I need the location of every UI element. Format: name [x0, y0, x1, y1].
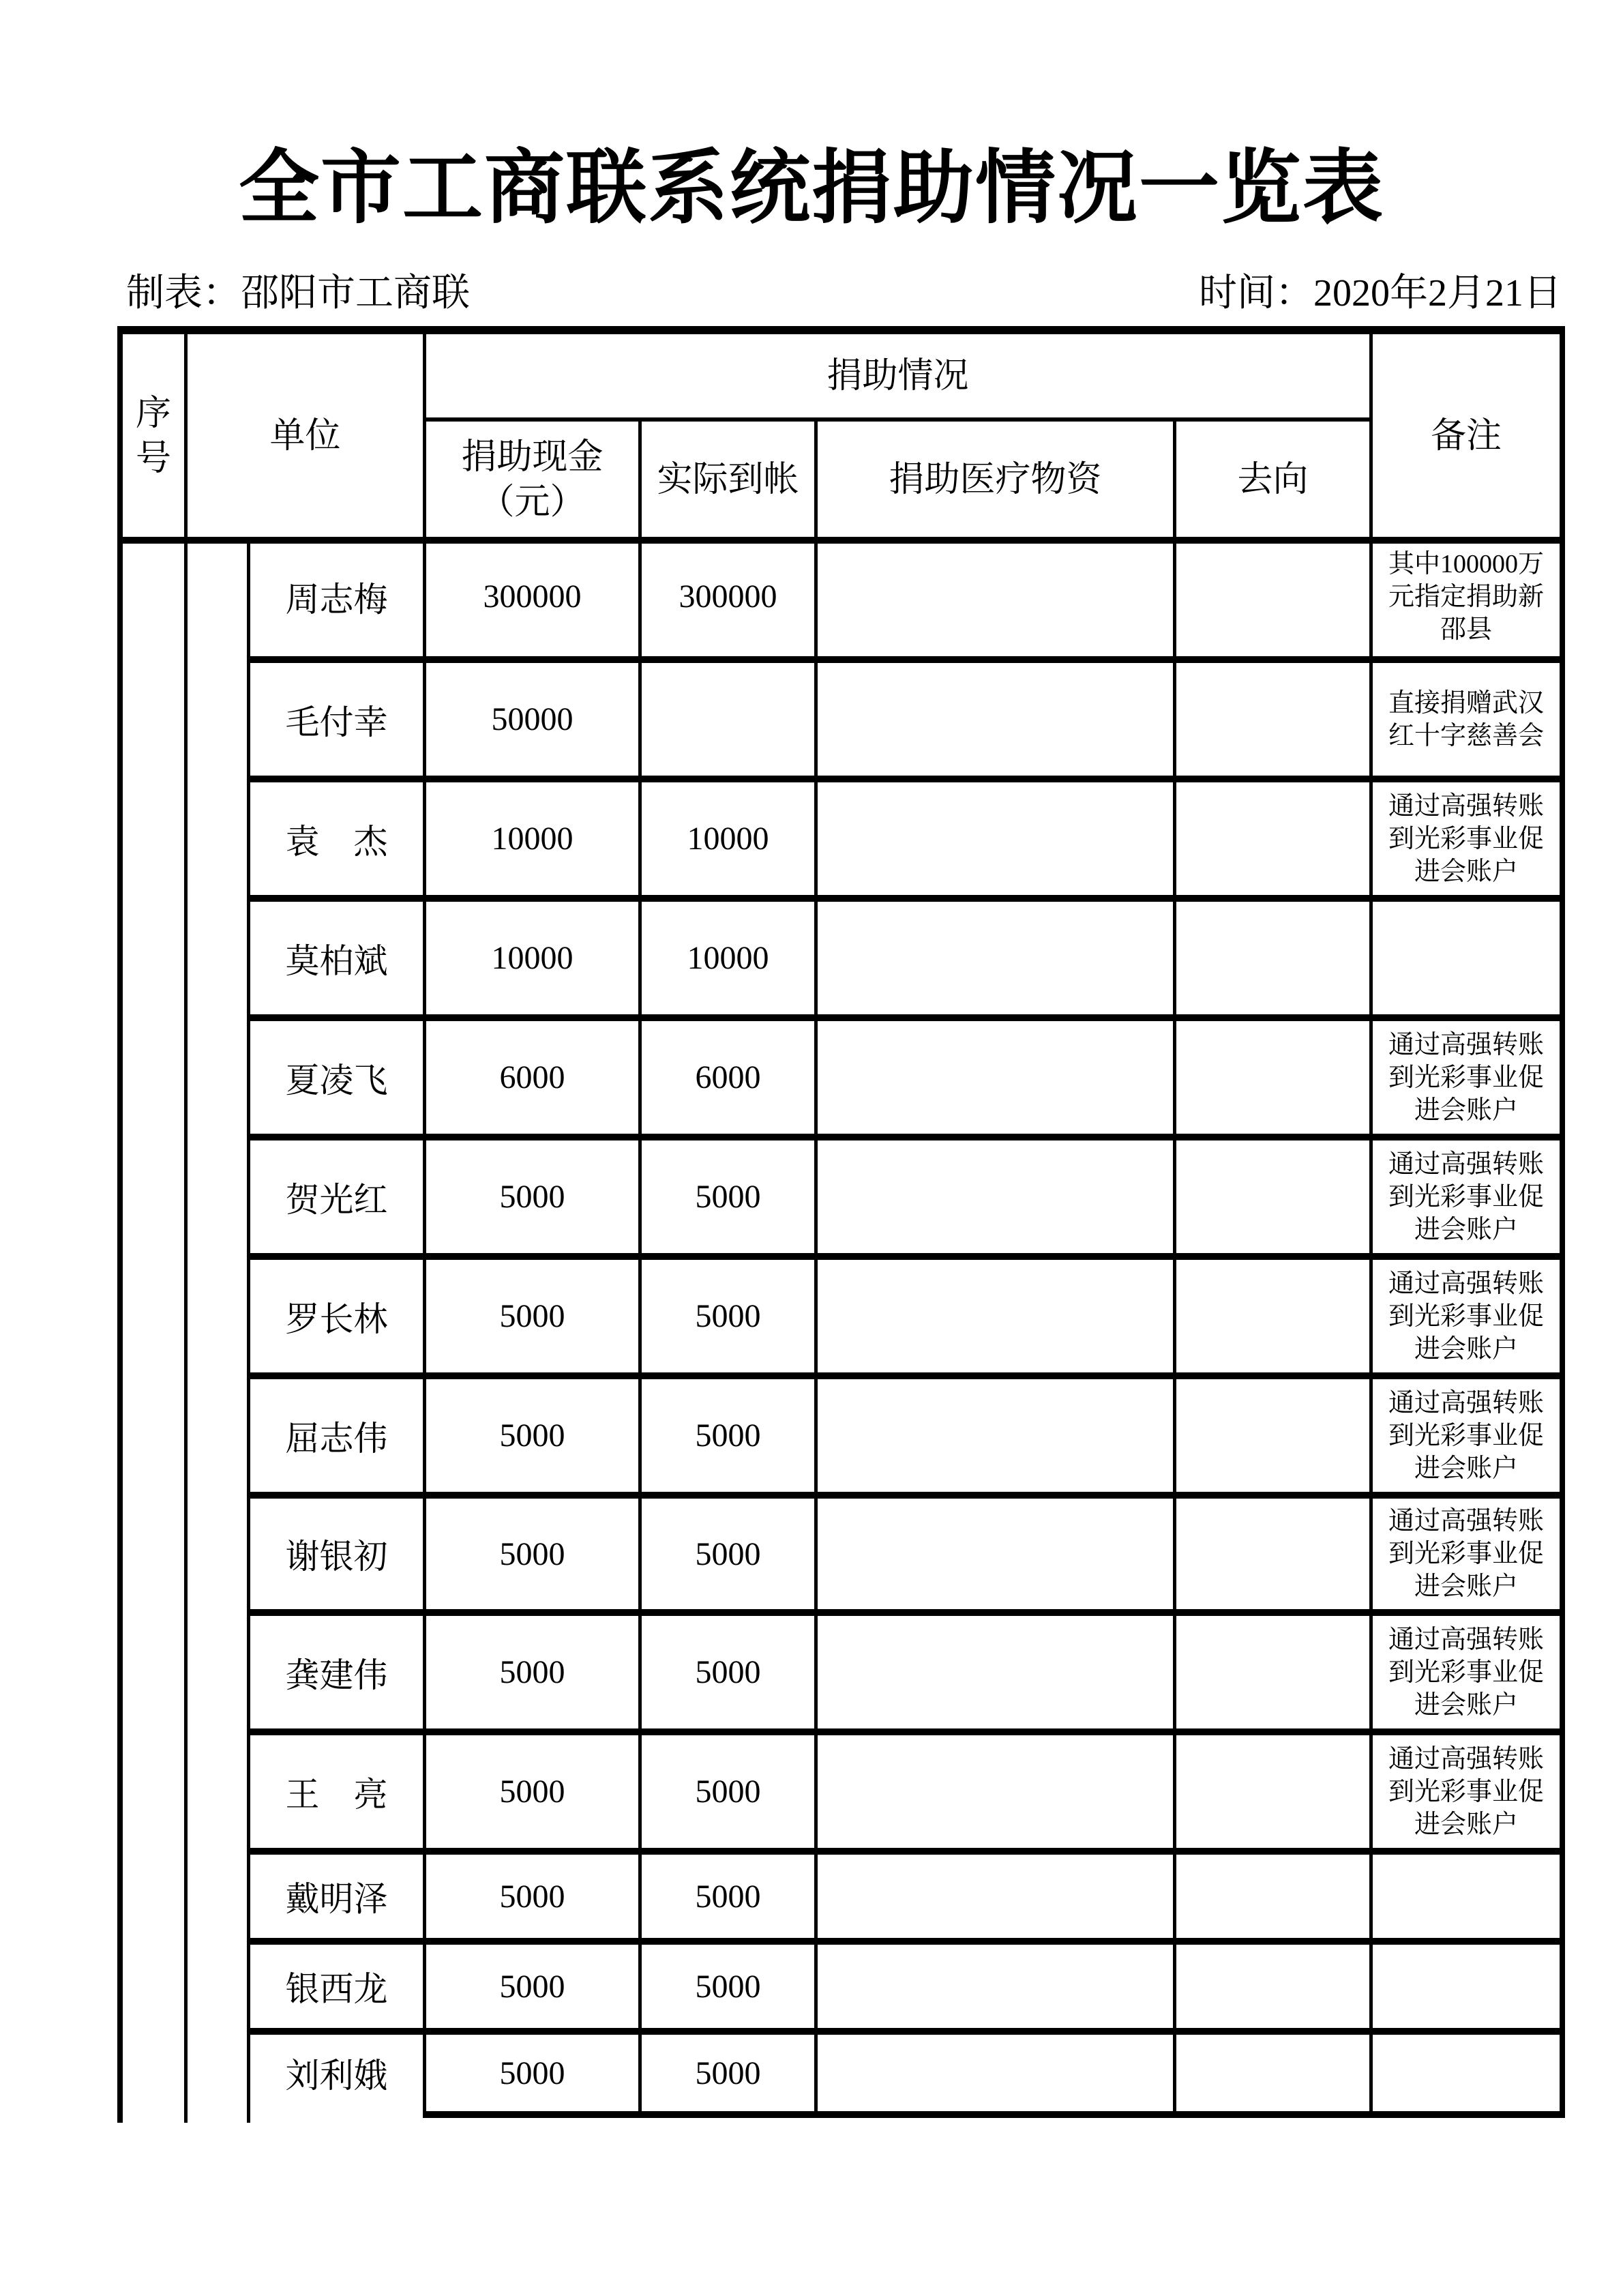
table-row	[250, 1855, 1560, 1945]
medical-cell	[818, 537, 1176, 656]
remark-cell	[1373, 1140, 1560, 1253]
table-row	[250, 782, 1560, 902]
received-cell: 5000	[642, 1945, 818, 2028]
remark-text: 通过高强转账到光彩事业促进会账户	[1388, 1030, 1544, 1125]
name-cell: 银西龙	[250, 1945, 426, 2028]
destination-cell	[1176, 1855, 1373, 1938]
remark-cell	[1373, 537, 1560, 656]
received-cell: 300000	[642, 537, 818, 656]
header-destination: 去向	[1237, 459, 1309, 499]
name-cell: 龚建伟	[250, 1616, 426, 1728]
table-row	[250, 1735, 1560, 1855]
header-serial-label: 序号	[135, 393, 171, 478]
medical-cell	[818, 1735, 1176, 1848]
remark-text: 直接捐赠武汉红十字慈善会	[1388, 688, 1544, 750]
cash-cell: 5000	[426, 1140, 642, 1253]
prepared-by-value: 邵阳市工商联	[241, 272, 470, 314]
serial-column-line	[184, 326, 188, 2123]
header-received: 实际到帐	[657, 459, 799, 499]
remark-text: 通过高强转账到光彩事业促进会账户	[1388, 1388, 1544, 1483]
cash-cell: 5000	[426, 2035, 642, 2111]
header-donation-group: 捐助情况	[827, 356, 969, 396]
cash-cell: 5000	[426, 1735, 642, 1848]
name-cell: 莫柏斌	[250, 902, 426, 1014]
received-cell	[642, 663, 818, 776]
date-value: 2020年2月21日	[1313, 272, 1562, 314]
received-cell: 5000	[642, 1735, 818, 1848]
remark-cell	[1373, 2035, 1560, 2111]
cash-cell: 5000	[426, 1499, 642, 1609]
destination-cell	[1176, 1499, 1373, 1609]
destination-cell	[1176, 1945, 1373, 2028]
remark-text: 通过高强转账到光彩事业促进会账户	[1388, 1507, 1544, 1601]
prepared-by	[126, 271, 470, 315]
medical-cell	[818, 1260, 1176, 1372]
table-right-border	[1560, 326, 1565, 2118]
remark-text: 其中100000万元指定捐助新邵县	[1388, 549, 1544, 644]
header-cash-label: 捐助现金（元）	[461, 437, 604, 522]
header-unit: 单位	[269, 415, 341, 456]
destination-cell	[1176, 537, 1373, 656]
name-cell: 谢银初	[250, 1499, 426, 1609]
table-row	[250, 1021, 1560, 1140]
medical-cell	[818, 663, 1176, 776]
cash-cell: 5000	[426, 1260, 642, 1372]
page-title: 全市工商联系统捐助情况一览表	[238, 144, 1384, 233]
table-row	[250, 1260, 1560, 1379]
medical-cell	[818, 902, 1176, 1014]
remark-cell	[1373, 1616, 1560, 1728]
received-cell: 5000	[642, 1855, 818, 1938]
medical-cell	[818, 1616, 1176, 1728]
received-cell: 5000	[642, 1379, 818, 1492]
remark-text: 通过高强转账到光彩事业促进会账户	[1388, 1744, 1544, 1839]
destination-cell	[1176, 1140, 1373, 1253]
remark-cell	[1373, 782, 1560, 895]
donation-table	[117, 326, 1565, 2138]
name-cell: 屈志伟	[250, 1379, 426, 1492]
prepared-by-label: 制表：	[126, 272, 241, 314]
remark-cell	[1373, 1260, 1560, 1372]
date	[1199, 271, 1562, 315]
received-cell: 10000	[642, 782, 818, 895]
table-row	[250, 2035, 1560, 2111]
medical-cell	[818, 1379, 1176, 1492]
table-top-border	[117, 326, 1565, 334]
table-row	[250, 1945, 1560, 2035]
cash-cell: 5000	[426, 1379, 642, 1492]
received-cell: 5000	[642, 1616, 818, 1728]
destination-cell	[1176, 1735, 1373, 1848]
table-row	[250, 1379, 1560, 1499]
remark-text: 通过高强转账到光彩事业促进会账户	[1388, 791, 1544, 886]
medical-cell	[818, 1499, 1176, 1609]
header-cash	[426, 422, 638, 537]
name-cell: 罗长林	[250, 1260, 426, 1372]
destination-cell	[1176, 1379, 1373, 1492]
cash-cell: 50000	[426, 663, 642, 776]
name-cell: 戴明泽	[250, 1855, 426, 1938]
remark-cell	[1373, 1735, 1560, 1848]
received-cell: 5000	[642, 1499, 818, 1609]
received-cell: 5000	[642, 1140, 818, 1253]
table-bottom-border	[423, 2111, 1565, 2118]
table-row	[250, 902, 1560, 1021]
table-row	[250, 1140, 1560, 1260]
medical-cell	[818, 1945, 1176, 2028]
table-row	[250, 1499, 1560, 1616]
name-cell: 王 亮	[250, 1735, 426, 1848]
received-cell: 5000	[642, 1260, 818, 1372]
medical-cell	[818, 1855, 1176, 1938]
cash-cell: 6000	[426, 1021, 642, 1134]
table-row	[250, 1616, 1560, 1735]
medical-cell	[818, 2035, 1176, 2111]
cash-cell: 10000	[426, 902, 642, 1014]
medical-cell	[818, 1140, 1176, 1253]
name-cell: 刘利娥	[250, 2035, 426, 2111]
cash-cell: 5000	[426, 1855, 642, 1938]
header-remark: 备注	[1430, 415, 1502, 456]
remark-cell	[1373, 1855, 1560, 1938]
cash-cell: 5000	[426, 1616, 642, 1728]
destination-cell	[1176, 902, 1373, 1014]
destination-cell	[1176, 1021, 1373, 1134]
destination-cell	[1176, 2035, 1373, 2111]
name-cell: 周志梅	[250, 537, 426, 656]
destination-cell	[1176, 782, 1373, 895]
name-cell: 毛付幸	[250, 663, 426, 776]
remark-cell	[1373, 902, 1560, 1014]
received-cell: 6000	[642, 1021, 818, 1134]
header-medical: 捐助医疗物资	[889, 459, 1102, 499]
date-label: 时间：	[1199, 272, 1313, 314]
medical-cell	[818, 782, 1176, 895]
remark-text: 通过高强转账到光彩事业促进会账户	[1388, 1269, 1544, 1364]
cash-cell: 300000	[426, 537, 642, 656]
header-serial	[123, 334, 184, 537]
table-row	[250, 537, 1560, 663]
received-cell: 10000	[642, 902, 818, 1014]
remark-text: 通过高强转账到光彩事业促进会账户	[1388, 1149, 1544, 1244]
received-cell: 5000	[642, 2035, 818, 2111]
remark-cell	[1373, 1499, 1560, 1609]
remark-cell	[1373, 1379, 1560, 1492]
remark-text: 通过高强转账到光彩事业促进会账户	[1388, 1625, 1544, 1720]
table-left-border	[117, 326, 123, 2123]
remark-cell	[1373, 1945, 1560, 2028]
name-cell: 夏凌飞	[250, 1021, 426, 1134]
table-body	[250, 537, 1560, 2111]
destination-cell	[1176, 1260, 1373, 1372]
table-row	[250, 663, 1560, 782]
meta-row	[126, 271, 1562, 315]
remark-cell	[1373, 663, 1560, 776]
cash-cell: 5000	[426, 1945, 642, 2028]
destination-cell	[1176, 1616, 1373, 1728]
medical-cell	[818, 1021, 1176, 1134]
name-cell: 贺光红	[250, 1140, 426, 1253]
cash-cell: 10000	[426, 782, 642, 895]
destination-cell	[1176, 663, 1373, 776]
remark-cell	[1373, 1021, 1560, 1134]
name-cell: 袁 杰	[250, 782, 426, 895]
